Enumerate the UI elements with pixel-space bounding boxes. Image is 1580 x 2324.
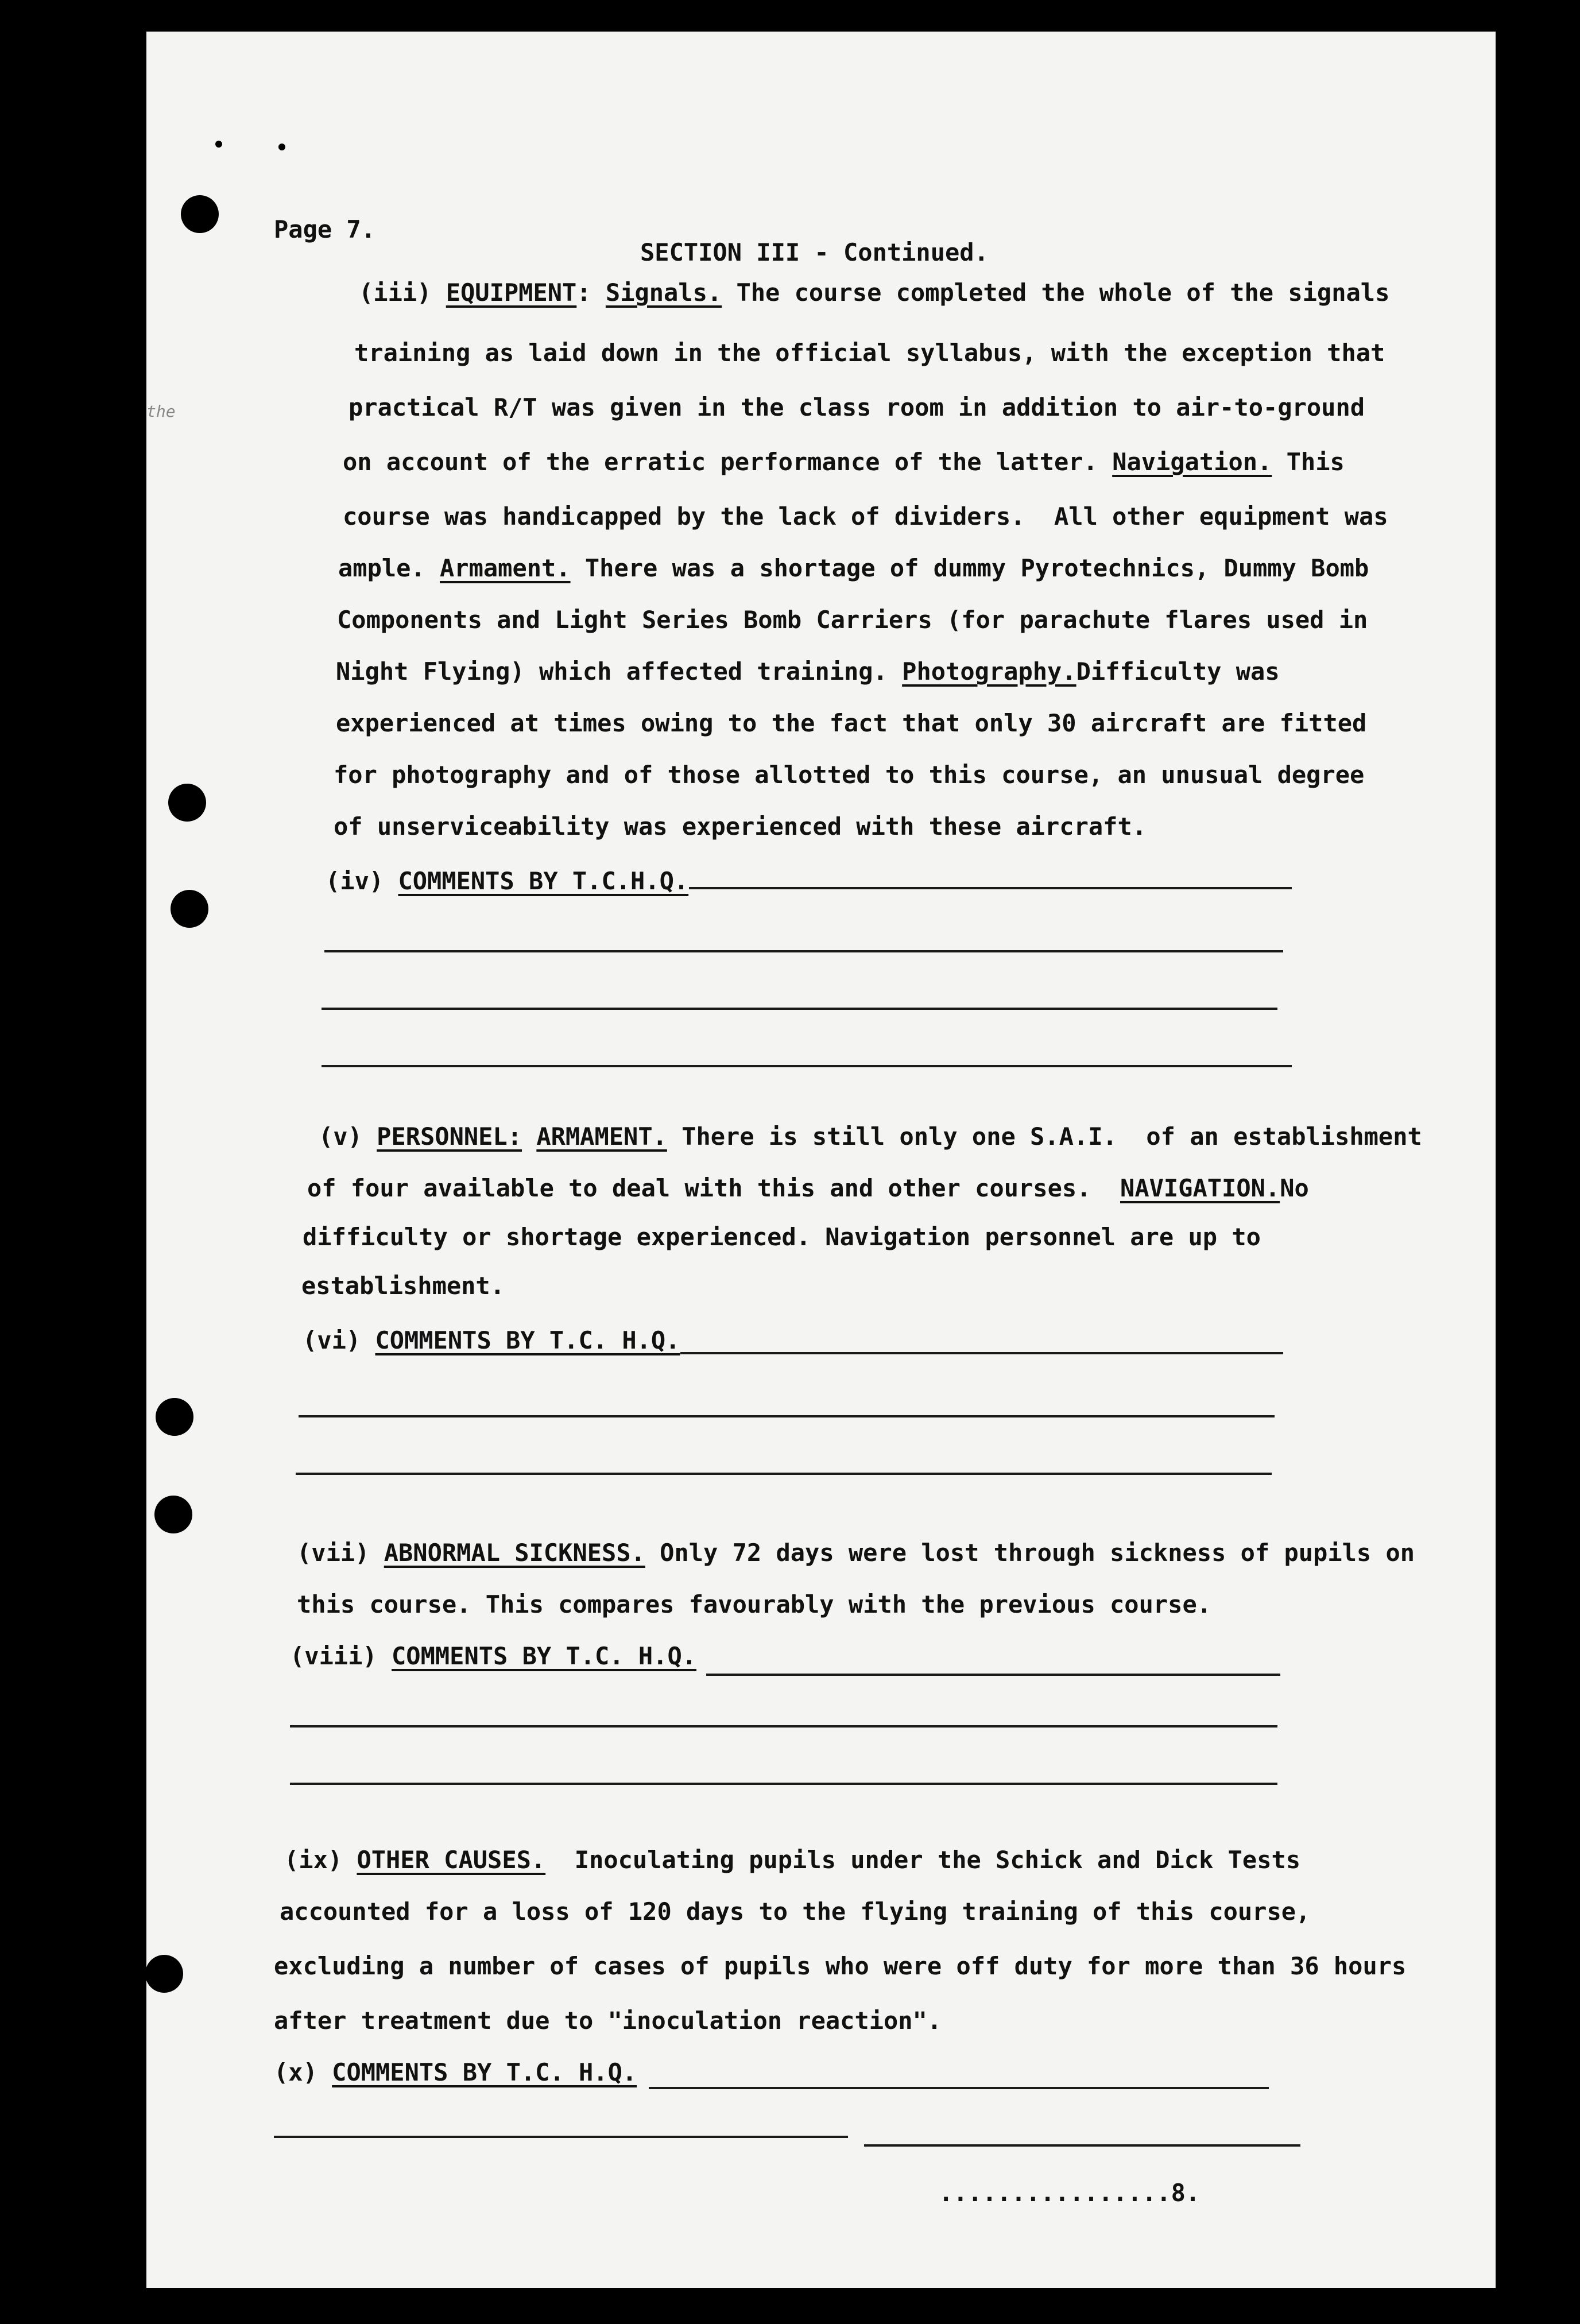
equipment-line-11: of unserviceability was experienced with these aircraft. (334, 812, 1147, 840)
document-page (146, 32, 1496, 2288)
punch-hole (156, 1398, 193, 1436)
equipment-line-10: for photography and of those allotted to this course, an unusual degree (334, 761, 1365, 789)
comments-iv: (iv) COMMENTS BY T.C.H.Q. (326, 867, 689, 895)
punch-hole (154, 1496, 192, 1533)
punch-hole (171, 890, 208, 928)
blank-line (290, 1725, 1277, 1727)
blank-line (649, 2087, 1269, 2089)
blank-line (296, 1473, 1272, 1475)
blank-line (290, 1783, 1277, 1785)
equipment-line-9: experienced at times owing to the fact that only 30 aircraft are fitted (336, 709, 1367, 737)
other-causes-line-4: after treatment due to "inoculation reaction". (274, 2007, 942, 2035)
blank-line (864, 2144, 1300, 2147)
equipment-line-5: course was handicapped by the lack of dividers. All other equipment was (343, 502, 1388, 530)
blank-line (299, 1415, 1275, 1417)
blank-line (274, 2136, 848, 2138)
equipment-line-4: on account of the erratic performance of the latter. Navigation. This (343, 448, 1345, 476)
blank-line (324, 950, 1283, 952)
personnel-line-3: difficulty or shortage experienced. Navigation personnel are up to (303, 1223, 1261, 1251)
navigation-heading: Navigation. (1112, 448, 1272, 476)
signals-heading: Signals. (605, 278, 722, 307)
equipment-line-7: Components and Light Series Bomb Carriers (for parachute flares used in (337, 606, 1368, 634)
equipment-line-1: (iii) EQUIPMENT: Signals. The course completed the whole of the signals (359, 278, 1390, 307)
comments-vi: (vi) COMMENTS BY T.C. H.Q. (303, 1326, 680, 1354)
blank-line (689, 887, 1292, 889)
blank-line (680, 1352, 1283, 1354)
section-heading: SECTION III - Continued. (640, 238, 989, 266)
comments-viii: (viii) COMMENTS BY T.C. H.Q. (290, 1642, 697, 1670)
page-label: Page 7. (274, 215, 376, 243)
punch-hole (146, 1955, 183, 1993)
sickness-line-2: this course. This compares favourably with the previous course. (297, 1590, 1212, 1618)
equipment-line-8: Night Flying) which affected training. Photography.Difficulty was (336, 657, 1280, 685)
equipment-line-6: ample. Armament. There was a shortage of dummy Pyrotechnics, Dummy Bomb (338, 554, 1369, 582)
blank-line (706, 1674, 1280, 1676)
equipment-line-3: practical R/T was given in the class room in addition to air-to-ground (348, 393, 1365, 421)
blank-line (322, 1008, 1277, 1010)
margin-note: the (146, 402, 176, 421)
comments-x: (x) COMMENTS BY T.C. H.Q. (274, 2058, 637, 2086)
punch-hole (181, 195, 219, 233)
photography-heading: Photography. (902, 657, 1076, 685)
equipment-heading: EQUIPMENT (446, 278, 577, 307)
other-causes-line-1: (ix) OTHER CAUSES. Inoculating pupils under the Schick and Dick Tests (284, 1846, 1301, 1874)
continuation-mark: ................8. (939, 2179, 1201, 2207)
other-causes-line-3: excluding a number of cases of pupils who were off duty for more than 36 hours (274, 1952, 1407, 1980)
armament-heading: Armament. (440, 554, 571, 582)
personnel-line-1: (v) PERSONNEL: ARMAMENT. There is still only one S.A.I. of an establishment (319, 1122, 1422, 1151)
punch-hole (168, 784, 206, 822)
ink-speck (278, 144, 285, 150)
sickness-line-1: (vii) ABNORMAL SICKNESS. Only 72 days were lost through sickness of pupils on (297, 1539, 1415, 1567)
ink-speck (215, 141, 222, 148)
equipment-line-2: training as laid down in the official syllabus, with the exception that (354, 339, 1385, 367)
personnel-line-4: establishment. (301, 1272, 505, 1300)
blank-line (322, 1065, 1292, 1067)
other-causes-line-2: accounted for a loss of 120 days to the flying training of this course, (280, 1897, 1311, 1926)
personnel-line-2: of four available to deal with this and other courses. NAVIGATION.No (307, 1174, 1309, 1202)
